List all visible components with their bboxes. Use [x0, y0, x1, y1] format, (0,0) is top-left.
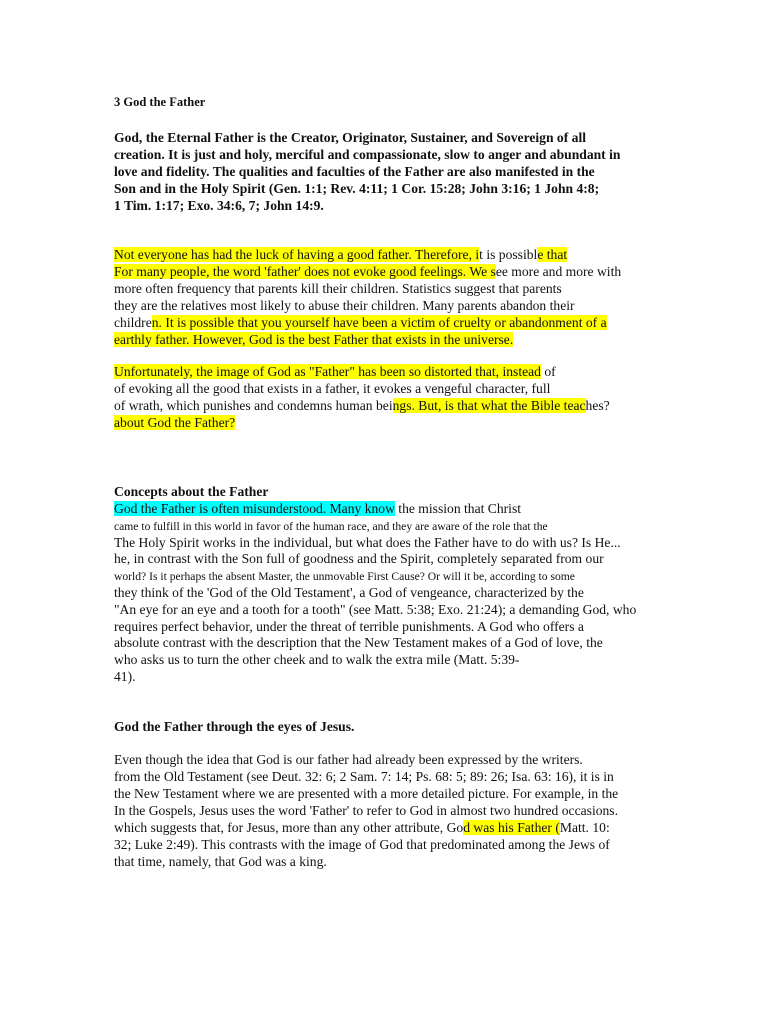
- jesus-heading: God the Father through the eyes of Jesus.: [114, 719, 355, 734]
- intro-line: creation. It is just and holy, merciful and compassionate, slow to anger and abundant in: [114, 147, 621, 162]
- paragraph-line: [114, 500, 521, 517]
- highlighted-text: Not everyone has had the luck of having a good father. Therefore, i: [114, 247, 480, 262]
- text-run: came to fulfill in this world in favor of the human race, and they are aware of the role that the: [114, 519, 548, 533]
- highlighted-text: e that: [537, 247, 568, 262]
- text-run: which suggests that, for Jesus, more than any other attribute, Go: [114, 820, 464, 835]
- highlighted-text: For many people, the word 'father' does not evoke good feelings. We s: [114, 264, 496, 279]
- text-run: world? Is it perhaps the absent Master, the unmovable First Cause? Or will it be, according to some: [114, 570, 575, 584]
- paragraph-line: [114, 785, 618, 802]
- paragraph-line: [114, 819, 610, 836]
- text-run: absolute contrast with the description that the New Testament makes of a God of love, the: [114, 635, 603, 651]
- paragraph-line: [114, 534, 621, 551]
- highlighted-text: earthly father. However, God is the best Father that exists in the universe.: [114, 332, 514, 347]
- intro-line: 1 Tim. 1:17; Exo. 34:6, 7; John 14:9.: [114, 198, 324, 213]
- text-run: Matt. 10:: [559, 820, 610, 835]
- text-run: The Holy Spirit works in the individual, but what does the Father have to do with us? Is He...: [114, 534, 621, 550]
- highlighted-text: Unfortunately, the image of God as "Father" has been so distorted that, instead: [114, 364, 541, 379]
- text-run: the mission that Christ: [394, 501, 522, 516]
- text-run: "An eye for an eye and a tooth for a tooth" (see Matt. 5:38; Exo. 21:24); a demanding God, who: [114, 601, 637, 617]
- paragraph-line: [114, 802, 618, 819]
- paragraph-line: [114, 314, 607, 331]
- paragraph-line: [114, 768, 614, 785]
- text-run: more often frequency that parents kill their children. Statistics suggest that parents: [114, 281, 562, 296]
- text-run: of evoking all the good that exists in a father, it evokes a vengeful character, full: [114, 381, 551, 396]
- intro-line: Son and in the Holy Spirit (Gen. 1:1; Rev. 4:11; 1 Cor. 15:28; John 3:16; 1 John 4:8;: [114, 181, 600, 196]
- text-run: of wrath, which punishes and condemns human bei: [114, 398, 393, 413]
- paragraph-line: [114, 668, 136, 685]
- text-run: 41).: [114, 669, 136, 684]
- paragraph-line: [114, 363, 556, 380]
- text-run: from the Old Testament (see Deut. 32: 6; 2 Sam. 7: 14; Ps. 68: 5; 89: 26; Isa. 63: 16), it is in: [114, 769, 614, 784]
- text-run: hes?: [585, 398, 610, 413]
- paragraph-line: [114, 550, 604, 567]
- paragraph-line: [114, 751, 583, 768]
- concepts-heading: Concepts about the Father: [114, 484, 269, 499]
- highlighted-text: d was his Father (: [463, 820, 560, 835]
- highlighted-text: God the Father is often misunderstood. Many know: [114, 501, 395, 516]
- paragraph-line: [114, 280, 562, 297]
- text-run: childre: [114, 315, 152, 330]
- text-run: they think of the 'God of the Old Testament', a God of vengeance, characterized by the: [114, 585, 584, 600]
- text-run: Even though the idea that God is our father had already been expressed by the writers.: [114, 752, 583, 767]
- highlighted-text: ngs. But, is that what the Bible teac: [392, 398, 586, 413]
- text-run: 32; Luke 2:49). This contrasts with the image of God that predominated among the Jews of: [114, 837, 610, 852]
- text-run: ee more and more with: [495, 264, 622, 279]
- paragraph-line: [114, 380, 550, 397]
- paragraph-line: [114, 853, 327, 870]
- paragraph-line: [114, 297, 575, 314]
- text-run: requires perfect behavior, under the threat of terrible punishments. A God who offers a: [114, 618, 584, 634]
- paragraph-line: [114, 263, 621, 280]
- text-run: of: [540, 364, 556, 379]
- text-run: that time, namely, that God was a king.: [114, 854, 327, 869]
- text-run: the New Testament where we are presented with a more detailed picture. For example, in the: [114, 786, 619, 801]
- paragraph-line: [114, 331, 513, 348]
- text-run: he, in contrast with the Son full of goodness and the Spirit, completely separated from our: [114, 551, 604, 567]
- text-run: they are the relatives most likely to abuse their children. Many parents abandon their: [114, 298, 575, 313]
- section-title: 3 God the Father: [114, 95, 206, 109]
- highlighted-text: about God the Father?: [114, 415, 236, 430]
- paragraph-line: [114, 517, 548, 535]
- paragraph-line: [114, 836, 610, 853]
- paragraph-line: [114, 618, 584, 635]
- paragraph-line: [114, 397, 610, 414]
- highlighted-text: n. It is possible that you yourself have been a victim of cruelty or abandonment of a: [151, 315, 607, 330]
- paragraph-line: [114, 634, 603, 651]
- text-run: who asks us to turn the other cheek and to walk the extra mile (Matt. 5:39-: [114, 652, 520, 668]
- paragraph-line: [114, 567, 575, 585]
- intro-line: love and fidelity. The qualities and faculties of the Father are also manifested in the: [114, 164, 595, 179]
- paragraph-line: [114, 584, 584, 601]
- paragraph-line: [114, 601, 636, 618]
- paragraph-line: [114, 414, 235, 431]
- paragraph-line: [114, 651, 519, 668]
- text-run: t is possibl: [479, 247, 538, 262]
- paragraph-line: [114, 246, 567, 263]
- text-run: In the Gospels, Jesus uses the word 'Father' to refer to God in almost two hundred occasions.: [114, 803, 618, 818]
- intro-line: God, the Eternal Father is the Creator, Originator, Sustainer, and Sovereign of all: [114, 130, 587, 145]
